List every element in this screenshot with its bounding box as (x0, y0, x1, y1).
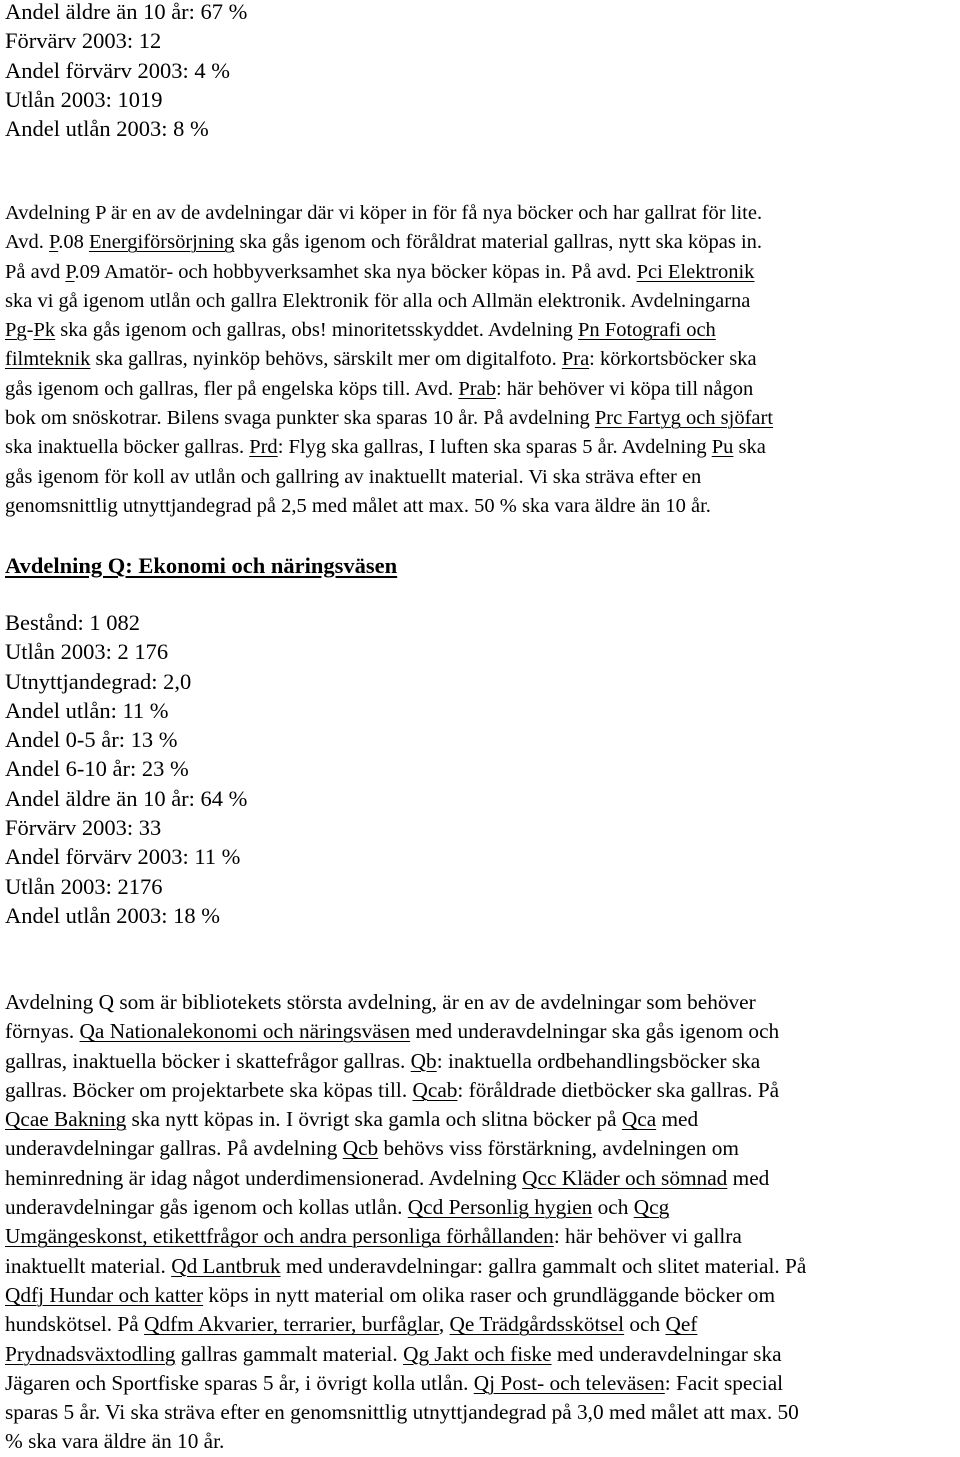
text-line (5, 258, 960, 287)
stat-line: Utlån 2003: 1019 (5, 86, 163, 112)
text-run: gås igenom för koll av utlån och gallring av inaktuellt material. Vi ska sträva efter en (5, 465, 702, 488)
underlined-term: Qg Jakt och fiske (403, 1341, 552, 1366)
underlined-term: P (65, 260, 75, 283)
underlined-term: Qcc Kläder och sömnad (522, 1165, 728, 1190)
stat-line: Utlån 2003: 2 176 (5, 639, 169, 665)
text-run: underavdelningar gås igenom och kollas utlån. (5, 1195, 408, 1220)
text-line (5, 1369, 960, 1398)
text-run: ska gallras, nyinköp behövs, särskilt mer om digitalfoto. (90, 348, 562, 371)
text-run: ska gås igenom och gallras, obs! minoritetsskyddet. Avdelning (55, 319, 579, 342)
text-line (5, 1164, 960, 1193)
text-run: med underavdelningar ska gås igenom och (410, 1019, 780, 1044)
underlined-term: Qa Nationalekonomi och näringsväsen (79, 1019, 411, 1044)
text-run: På avd (5, 260, 66, 283)
text-line (5, 1047, 960, 1076)
text-line (5, 1105, 960, 1134)
text-run: gallras, inaktuella böcker i skattefrågor gallras. (5, 1048, 411, 1073)
text-run: ska (733, 436, 766, 459)
text-line (5, 1281, 960, 1310)
text-run: .09 Amatör- och hobbyverksamhet ska nya böcker köpas in. På avd. (74, 260, 637, 283)
underlined-term: Pu (711, 436, 734, 459)
text-run: ska gås igenom och föråldrat material gallras, nytt ska köpas in. (234, 231, 763, 254)
section-p-paragraph (5, 199, 960, 521)
underlined-term: Pci Elektronik (636, 260, 755, 283)
text-run: ska inaktuella böcker gallras. (5, 436, 250, 459)
underlined-term: Pra (561, 348, 590, 371)
text-run: med underavdelningar ska (551, 1341, 782, 1366)
underlined-term: Pg (5, 319, 27, 342)
stat-line: Förvärv 2003: 33 (5, 815, 162, 841)
underlined-term: Energiförsörjning (88, 231, 235, 254)
text-run: , (438, 1312, 450, 1337)
text-run: : här behöver vi köpa till någon (495, 377, 754, 400)
stat-line: Andel 0-5 år: 13 % (5, 727, 178, 753)
underlined-term: Qcb (342, 1136, 379, 1161)
text-run: genomsnittlig utnyttjandegrad på 2,5 med målet att max. 50 % ska vara äldre än 10 år. (5, 494, 711, 517)
stat-line: Förvärv 2003: 12 (5, 28, 162, 54)
text-run: : körkortsböcker ska (589, 348, 757, 371)
underlined-term: Qca (621, 1107, 657, 1132)
text-run: ska vi gå igenom utlån och gallra Elektronik för alla och Allmän elektronik. Avdelningarna (5, 289, 751, 312)
text-run: och (592, 1195, 634, 1220)
text-run: - (26, 319, 34, 342)
underlined-term: Qef (665, 1312, 698, 1337)
text-run: sparas 5 år. Vi ska sträva efter en genomsnittlig utnyttjandegrad på 3,0 med målet att max. 50 (5, 1400, 799, 1425)
section-q-heading: Avdelning Q: Ekonomi och näringsväsen (5, 553, 398, 578)
text-line (5, 1076, 960, 1105)
text-line (5, 1134, 960, 1163)
text-run: gås igenom och gallras, fler på engelska köps till. Avd. (5, 377, 459, 400)
stat-line: Bestånd: 1 082 (5, 610, 140, 635)
text-run: köps in nytt material om olika raser och grundläggande böcker om (203, 1282, 776, 1307)
text-run: heminredning är idag något underdimensionerad. Avdelning (5, 1165, 523, 1190)
section-p-stats (5, 0, 247, 143)
underlined-term: Prc Fartyg och sjöfart (594, 407, 774, 430)
underlined-term: P (49, 231, 59, 254)
section-q-paragraph (5, 988, 960, 1457)
text-line (5, 1310, 960, 1339)
stat-line: Andel utlån: 11 % (5, 697, 169, 723)
text-run: med underavdelningar: gallra gammalt och slitet material. På (280, 1253, 807, 1278)
text-line (5, 988, 960, 1017)
text-run: med (656, 1107, 699, 1132)
text-line (5, 404, 960, 433)
stat-line: Andel 6-10 år: 23 % (5, 756, 189, 782)
text-run: bok om snöskotrar. Bilens svaga punkter ska sparas 10 år. På avdelning (5, 407, 595, 430)
underlined-term: Pn Fotografi och (578, 319, 716, 342)
underlined-term: Qdfm Akvarier, terrarier, burfåglar (144, 1312, 439, 1337)
underlined-term: Prd (249, 436, 278, 459)
text-run: : föråldrade dietböcker ska gallras. På (457, 1077, 780, 1102)
section-q-stats (5, 608, 247, 930)
stat-line: Andel utlån 2003: 8 % (5, 116, 209, 142)
text-line (5, 433, 960, 462)
underlined-term: Qcd Personlig hygien (407, 1195, 593, 1220)
text-run: : inaktuella ordbehandlingsböcker ska (436, 1048, 761, 1073)
text-line (5, 463, 960, 492)
text-line (5, 492, 960, 521)
stat-line: Andel förvärv 2003: 11 % (5, 844, 241, 870)
underlined-term: Qj Post- och televäsen (473, 1370, 665, 1395)
text-run: : Flyg ska gallras, I luften ska sparas 5 år. Avdelning (277, 436, 712, 459)
text-run: med (727, 1165, 770, 1190)
text-line (5, 375, 960, 404)
text-run: .08 (58, 231, 89, 254)
text-run: gallras gammalt material. (175, 1341, 404, 1366)
text-run: hundskötsel. På (5, 1312, 145, 1337)
text-run: förnyas. (5, 1019, 80, 1044)
underlined-term: Umgängeskonst, etikettfrågor och andra personliga förhållanden (5, 1224, 554, 1249)
underlined-term: Qb (410, 1048, 437, 1073)
text-run: gallras. Böcker om projektarbete ska köpas till. (5, 1077, 413, 1102)
stat-line: Andel förvärv 2003: 4 % (5, 57, 230, 83)
text-line (5, 1222, 960, 1251)
text-run: och (624, 1312, 666, 1337)
text-line (5, 287, 960, 316)
text-line (5, 1193, 960, 1222)
text-run: underavdelningar gallras. På avdelning (5, 1136, 343, 1161)
text-run: ska nytt köpas in. I övrigt ska gamla och slitna böcker på (126, 1107, 622, 1132)
text-run: % ska vara äldre än 10 år. (5, 1429, 225, 1454)
underlined-term: Pk (33, 319, 56, 342)
stat-line: Andel utlån 2003: 18 % (5, 902, 220, 928)
underlined-term: Qd Lantbruk (171, 1253, 281, 1278)
text-run: : här behöver vi gallra (553, 1224, 742, 1249)
underlined-term: Prab (458, 377, 496, 400)
underlined-term: Prydnadsväxtodling (5, 1341, 176, 1366)
text-line (5, 199, 960, 228)
text-line (5, 345, 960, 374)
underlined-term: Qcg (633, 1195, 670, 1220)
text-line (5, 1252, 960, 1281)
text-line (5, 228, 960, 257)
text-line (5, 1340, 960, 1369)
text-run: Jägaren och Sportfiske sparas 5 år, i övrigt kolla utlån. (5, 1370, 474, 1395)
text-line (5, 1427, 960, 1456)
underlined-term: Qe Trädgårdsskötsel (449, 1312, 625, 1337)
text-line (5, 316, 960, 345)
text-run: behövs viss förstärkning, avdelningen om (378, 1136, 739, 1161)
stat-line: Utlån 2003: 2176 (5, 873, 163, 899)
underlined-term: Qdfj Hundar och katter (5, 1282, 204, 1307)
text-line (5, 1398, 960, 1427)
text-run: Avd. (5, 231, 50, 254)
underlined-term: Qcae Bakning (5, 1107, 127, 1132)
text-run: : Facit special (664, 1370, 784, 1395)
stat-line: Andel äldre än 10 år: 67 % (5, 0, 248, 24)
stat-line: Andel äldre än 10 år: 64 % (5, 785, 248, 811)
text-line (5, 1017, 960, 1046)
text-run: Avdelning P är en av de avdelningar där vi köper in för få nya böcker och har gallrat för lite. (5, 202, 763, 224)
stat-line: Utnyttjandegrad: 2,0 (5, 668, 192, 694)
text-run: inaktuellt material. (5, 1253, 172, 1278)
underlined-term: Qcab (412, 1077, 458, 1102)
text-run: Avdelning Q som är bibliotekets största avdelning, är en av de avdelningar som behöver (5, 990, 756, 1014)
underlined-term: filmteknik (5, 348, 91, 371)
